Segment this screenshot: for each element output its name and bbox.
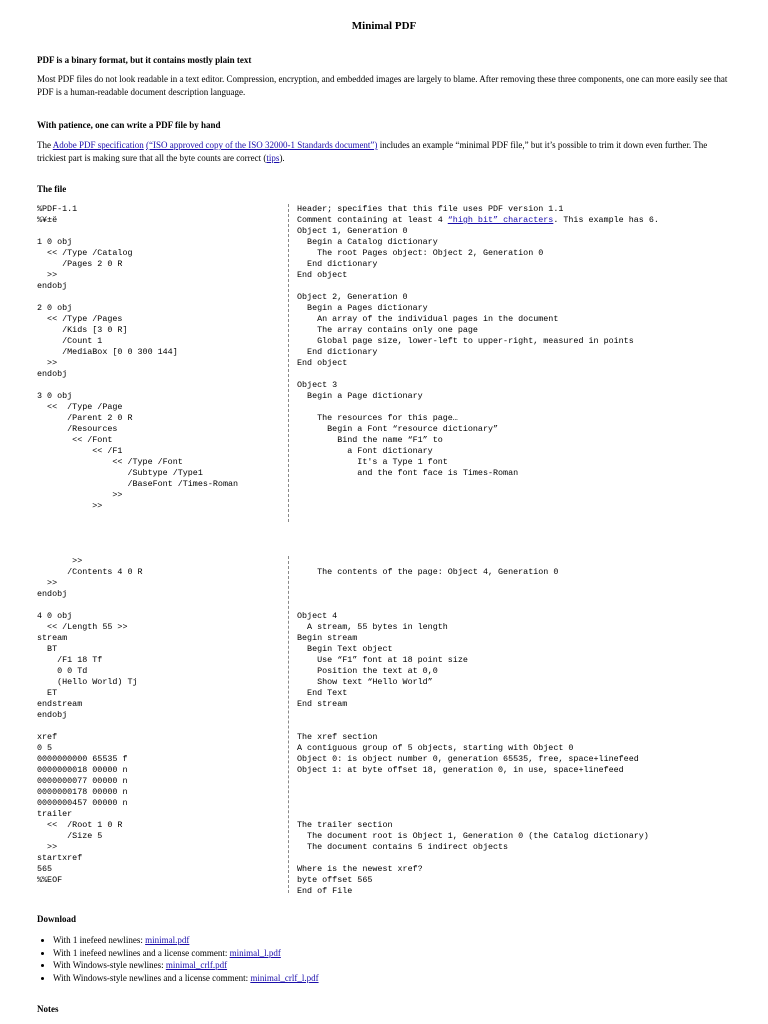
code-block-1 bbox=[37, 204, 737, 522]
annotation-rest-1: Object 1, Generation 0 Begin a Catalog dictionary The root Pages object: Object 2, Generation 0 End dictionary End object Object 2, Generation 0 Begin a Pages dictionary An array of the individual pages in the document The array contains only one page Global page size, lower-left to upper-right, measured in points End dictionary End object Object 3 Begin a Page dictionary The resources for this page… Begin a Font “resource dictionary” Bind the name “F1” to a Font dictionary It's a Type 1 font and the font face is Times-Roman bbox=[297, 226, 634, 478]
list-item bbox=[53, 934, 753, 947]
code-annotations-2: The contents of the page: Object 4, Generation 0 Object 4 A stream, 55 bytes in length Begin stream Begin Text object Use “F1” font at 18 point size Position the text at 0,0 Show text “Hello World” End Text End stream The xref section A contiguous group of 5 objects, starting with Object 0 Object 0: is object number 0, generation 65535, free, space+linefeed Object 1: at byte offset 18, generation 0, in use, space+linefeed The trailer section The document root is Object 1, Generation 0 (the Catalog dictionary) The document contains 5 indirect objects Where is the newest xref? byte offset 565 End of File bbox=[297, 567, 649, 896]
list-item bbox=[53, 972, 753, 985]
download-list bbox=[37, 934, 753, 984]
annotation-line-header: Header; specifies that this file uses PDF version 1.1 bbox=[297, 204, 564, 214]
page-title: Minimal PDF bbox=[351, 20, 417, 32]
pdf-source-code-1: %PDF-1.1 %¥±ë 1 0 obj << /Type /Catalog /Pages 2 0 R >> endobj 2 0 obj << /Type /Pages /Kids [3 0 R] /Count 1 /MediaBox [0 0 300 144] >> endobj 3 0 obj << /Type /Page /Parent 2 0 R /Resources << /Font << /F1 << /Type /Font /Subtype /Type1 /BaseFont /Times-Roman >> >> bbox=[37, 204, 239, 511]
column-divider bbox=[288, 204, 289, 522]
patience-suffix: ). bbox=[279, 153, 285, 163]
list-item bbox=[53, 947, 753, 960]
section-heading-by-hand: With patience, one can write a PDF file by hand bbox=[37, 120, 221, 130]
section-heading-download: Download bbox=[37, 914, 77, 924]
code-annotations-1 bbox=[297, 204, 747, 479]
patience-paragraph bbox=[37, 139, 737, 165]
high-bit-characters-link[interactable]: “high bit” characters bbox=[447, 215, 554, 225]
intro-paragraph: Most PDF files do not look readable in a text editor. Compression, encryption, and embedded images are largely to blame. After removing these three components, one can more easily see that PDF is a human-readable document description language. bbox=[37, 74, 728, 97]
column-divider bbox=[288, 556, 289, 893]
annotation-comment-prefix: Comment containing at least 4 bbox=[297, 215, 448, 225]
pdf-source-code-2: >> /Contents 4 0 R >> endobj 4 0 obj << /Length 55 >> stream BT /F1 18 Tf 0 0 Td (Hello World) Tj ET endstream endobj xref 0 5 0000000000 65535 f 0000000018 00000 n 0000000077 00000 n 0000000178 00000 n 0000000457 00000 n trailer << /Root 1 0 R /Size 5 >> startxref 565 %%EOF bbox=[37, 556, 143, 885]
iso-copy-link[interactable]: (“ISO approved copy of the ISO 32000-1 Standards document”) bbox=[145, 140, 378, 150]
download-link-minimal-l-pdf[interactable]: minimal_l.pdf bbox=[229, 947, 281, 958]
download-link-minimal-crlf-pdf[interactable]: minimal_crlf.pdf bbox=[165, 960, 228, 970]
section-heading-notes: Notes bbox=[37, 1004, 59, 1014]
download-label: With 1 inefeed newlines: bbox=[53, 935, 146, 945]
download-link-minimal-pdf[interactable]: minimal.pdf bbox=[145, 935, 190, 945]
download-label: With 1 inefeed newlines and a license comment: bbox=[53, 947, 230, 958]
patience-prefix: The bbox=[37, 140, 53, 150]
annotation-comment-suffix: . This example has 6. bbox=[553, 215, 659, 225]
code-block-2 bbox=[37, 556, 737, 896]
list-item bbox=[53, 959, 753, 972]
section-heading-binary-format: PDF is a binary format, but it contains mostly plain text bbox=[37, 55, 252, 65]
patience-middle: includes an example “minimal PDF file,” but it’s possible to trim it down even further. The trickiest part is making sure that all the byte counts are correct ( bbox=[37, 140, 708, 163]
download-link-minimal-crlf-l-pdf[interactable]: minimal_crlf_l.pdf bbox=[250, 972, 319, 983]
tips-link[interactable]: tips bbox=[266, 153, 280, 163]
download-label: With Windows-style newlines and a license comment: bbox=[53, 972, 251, 983]
download-label: With Windows-style newlines: bbox=[53, 960, 166, 970]
pdf-spec-link[interactable]: Adobe PDF specification bbox=[52, 140, 144, 150]
section-heading-the-file: The file bbox=[37, 184, 67, 194]
